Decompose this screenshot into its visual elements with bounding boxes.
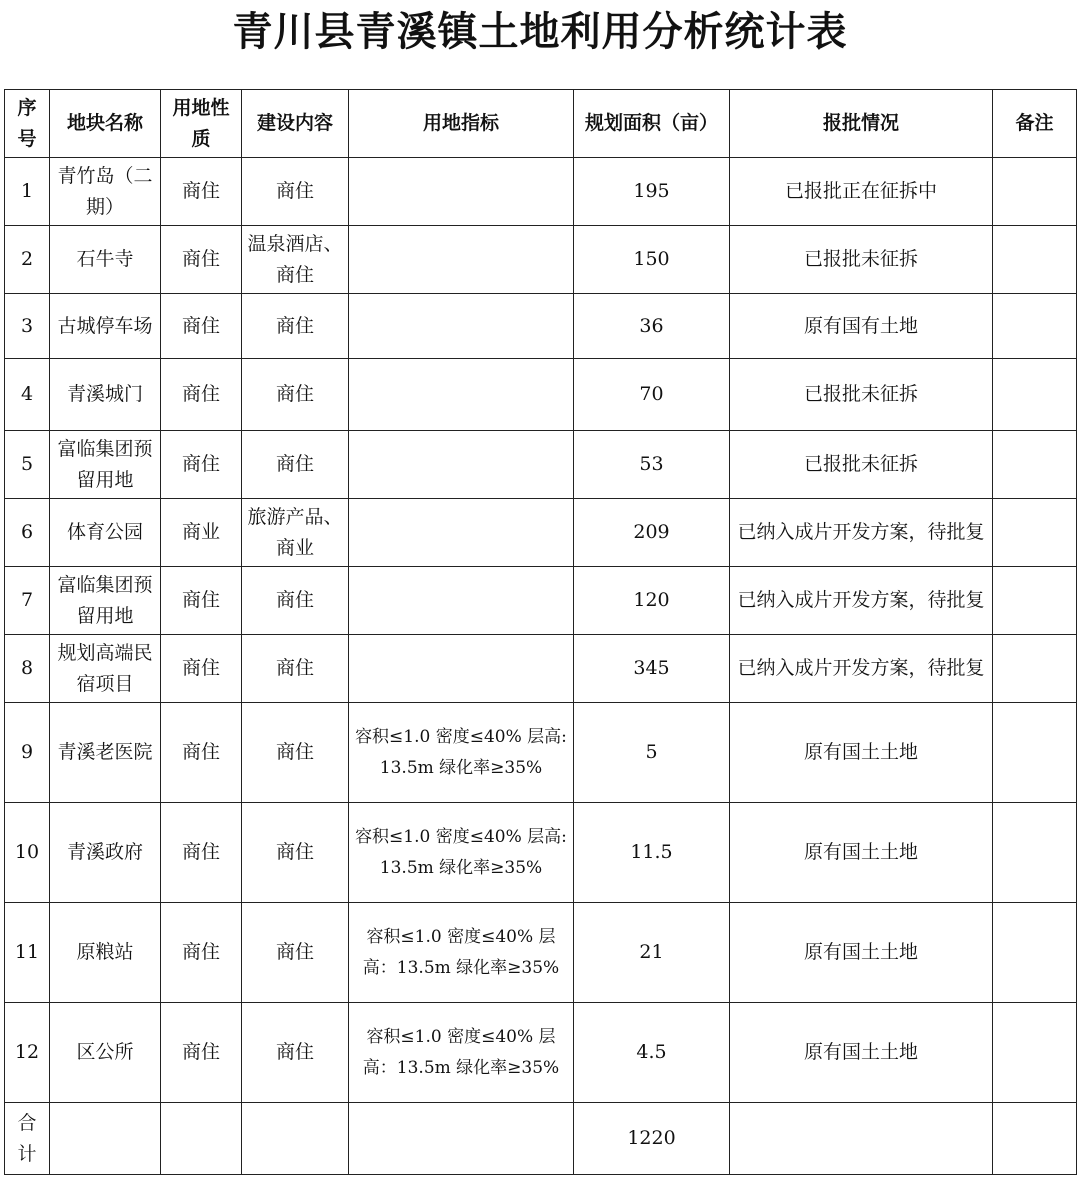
cell-name: 体育公园	[50, 499, 161, 567]
table-row	[5, 635, 1077, 703]
cell-area: 21	[574, 903, 730, 1003]
cell-remark	[993, 567, 1077, 635]
cell-index: 10	[5, 803, 50, 903]
cell-remark	[993, 499, 1077, 567]
cell-area: 70	[574, 359, 730, 431]
cell-name: 青溪政府	[50, 803, 161, 903]
cell-content: 商住	[242, 359, 349, 431]
cell-name: 青竹岛（二期）	[50, 158, 161, 226]
total-area: 1220	[574, 1103, 730, 1175]
cell-nature: 商住	[161, 359, 242, 431]
cell-nature: 商住	[161, 226, 242, 294]
cell-name: 富临集团预留用地	[50, 567, 161, 635]
header-index: 序号	[5, 90, 50, 158]
cell-approval: 原有国土土地	[730, 803, 993, 903]
cell-content: 商住	[242, 158, 349, 226]
cell-index: 8	[5, 635, 50, 703]
total-name	[50, 1103, 161, 1175]
cell-area: 36	[574, 294, 730, 359]
table-total-row	[5, 1103, 1077, 1175]
cell-area: 150	[574, 226, 730, 294]
cell-remark	[993, 703, 1077, 803]
cell-metric	[349, 359, 574, 431]
cell-remark	[993, 903, 1077, 1003]
cell-index: 4	[5, 359, 50, 431]
cell-remark	[993, 226, 1077, 294]
cell-remark	[993, 158, 1077, 226]
cell-content: 商住	[242, 635, 349, 703]
cell-content: 商住	[242, 903, 349, 1003]
cell-approval: 原有国土土地	[730, 703, 993, 803]
cell-area: 120	[574, 567, 730, 635]
cell-metric: 容积≤1.0 密度≤40% 层高：13.5m 绿化率≥35%	[349, 903, 574, 1003]
header-metric: 用地指标	[349, 90, 574, 158]
cell-content: 商住	[242, 703, 349, 803]
table-row	[5, 567, 1077, 635]
cell-area: 209	[574, 499, 730, 567]
total-content	[242, 1103, 349, 1175]
cell-remark	[993, 294, 1077, 359]
cell-index: 2	[5, 226, 50, 294]
cell-index: 6	[5, 499, 50, 567]
cell-area: 11.5	[574, 803, 730, 903]
cell-approval: 原有国土土地	[730, 1003, 993, 1103]
table-row	[5, 903, 1077, 1003]
cell-name: 古城停车场	[50, 294, 161, 359]
cell-name: 原粮站	[50, 903, 161, 1003]
cell-metric	[349, 158, 574, 226]
cell-index: 1	[5, 158, 50, 226]
cell-content: 商住	[242, 567, 349, 635]
table-row	[5, 158, 1077, 226]
table-row	[5, 431, 1077, 499]
cell-nature: 商业	[161, 499, 242, 567]
cell-name: 青溪城门	[50, 359, 161, 431]
cell-remark	[993, 359, 1077, 431]
cell-nature: 商住	[161, 803, 242, 903]
total-approval	[730, 1103, 993, 1175]
cell-index: 9	[5, 703, 50, 803]
cell-metric	[349, 294, 574, 359]
total-label: 合计	[5, 1103, 50, 1175]
header-name: 地块名称	[50, 90, 161, 158]
cell-nature: 商住	[161, 903, 242, 1003]
cell-index: 7	[5, 567, 50, 635]
cell-metric	[349, 226, 574, 294]
cell-approval: 已纳入成片开发方案，待批复	[730, 567, 993, 635]
cell-nature: 商住	[161, 431, 242, 499]
cell-metric	[349, 431, 574, 499]
cell-approval: 已纳入成片开发方案，待批复	[730, 635, 993, 703]
cell-metric: 容积≤1.0 密度≤40% 层高:13.5m 绿化率≥35%	[349, 803, 574, 903]
table-row	[5, 294, 1077, 359]
cell-name: 区公所	[50, 1003, 161, 1103]
cell-area: 195	[574, 158, 730, 226]
header-content: 建设内容	[242, 90, 349, 158]
cell-approval: 原有国土土地	[730, 903, 993, 1003]
table-row	[5, 803, 1077, 903]
cell-index: 5	[5, 431, 50, 499]
cell-area: 53	[574, 431, 730, 499]
cell-content: 商住	[242, 803, 349, 903]
table-row	[5, 703, 1077, 803]
cell-index: 11	[5, 903, 50, 1003]
cell-metric: 容积≤1.0 密度≤40% 层高:13.5m 绿化率≥35%	[349, 703, 574, 803]
cell-metric: 容积≤1.0 密度≤40% 层高：13.5m 绿化率≥35%	[349, 1003, 574, 1103]
header-remark: 备注	[993, 90, 1077, 158]
header-approval: 报批情况	[730, 90, 993, 158]
cell-remark	[993, 431, 1077, 499]
cell-approval: 已报批未征拆	[730, 226, 993, 294]
cell-index: 3	[5, 294, 50, 359]
cell-remark	[993, 1003, 1077, 1103]
table-header-row	[5, 90, 1077, 158]
cell-content: 商住	[242, 431, 349, 499]
cell-approval: 已报批正在征拆中	[730, 158, 993, 226]
cell-nature: 商住	[161, 294, 242, 359]
table-row	[5, 499, 1077, 567]
land-use-table	[4, 89, 1077, 1175]
page-title: 青川县青溪镇土地利用分析统计表	[232, 9, 848, 55]
cell-content: 商住	[242, 1003, 349, 1103]
cell-metric	[349, 567, 574, 635]
cell-area: 5	[574, 703, 730, 803]
cell-content: 温泉酒店、商住	[242, 226, 349, 294]
cell-name: 石牛寺	[50, 226, 161, 294]
cell-remark	[993, 803, 1077, 903]
total-remark	[993, 1103, 1077, 1175]
header-nature: 用地性质	[161, 90, 242, 158]
cell-area: 4.5	[574, 1003, 730, 1103]
cell-nature: 商住	[161, 635, 242, 703]
total-metric	[349, 1103, 574, 1175]
table-row	[5, 1003, 1077, 1103]
cell-name: 青溪老医院	[50, 703, 161, 803]
cell-remark	[993, 635, 1077, 703]
cell-nature: 商住	[161, 158, 242, 226]
cell-name: 规划高端民宿项目	[50, 635, 161, 703]
table-row	[5, 359, 1077, 431]
header-area: 规划面积（亩）	[574, 90, 730, 158]
cell-nature: 商住	[161, 1003, 242, 1103]
cell-approval: 原有国有土地	[730, 294, 993, 359]
cell-metric	[349, 499, 574, 567]
cell-nature: 商住	[161, 567, 242, 635]
cell-approval: 已报批未征拆	[730, 431, 993, 499]
cell-approval: 已报批未征拆	[730, 359, 993, 431]
cell-area: 345	[574, 635, 730, 703]
cell-nature: 商住	[161, 703, 242, 803]
cell-content: 旅游产品、商业	[242, 499, 349, 567]
cell-content: 商住	[242, 294, 349, 359]
cell-name: 富临集团预留用地	[50, 431, 161, 499]
cell-index: 12	[5, 1003, 50, 1103]
total-nature	[161, 1103, 242, 1175]
cell-metric	[349, 635, 574, 703]
table-row	[5, 226, 1077, 294]
cell-approval: 已纳入成片开发方案，待批复	[730, 499, 993, 567]
